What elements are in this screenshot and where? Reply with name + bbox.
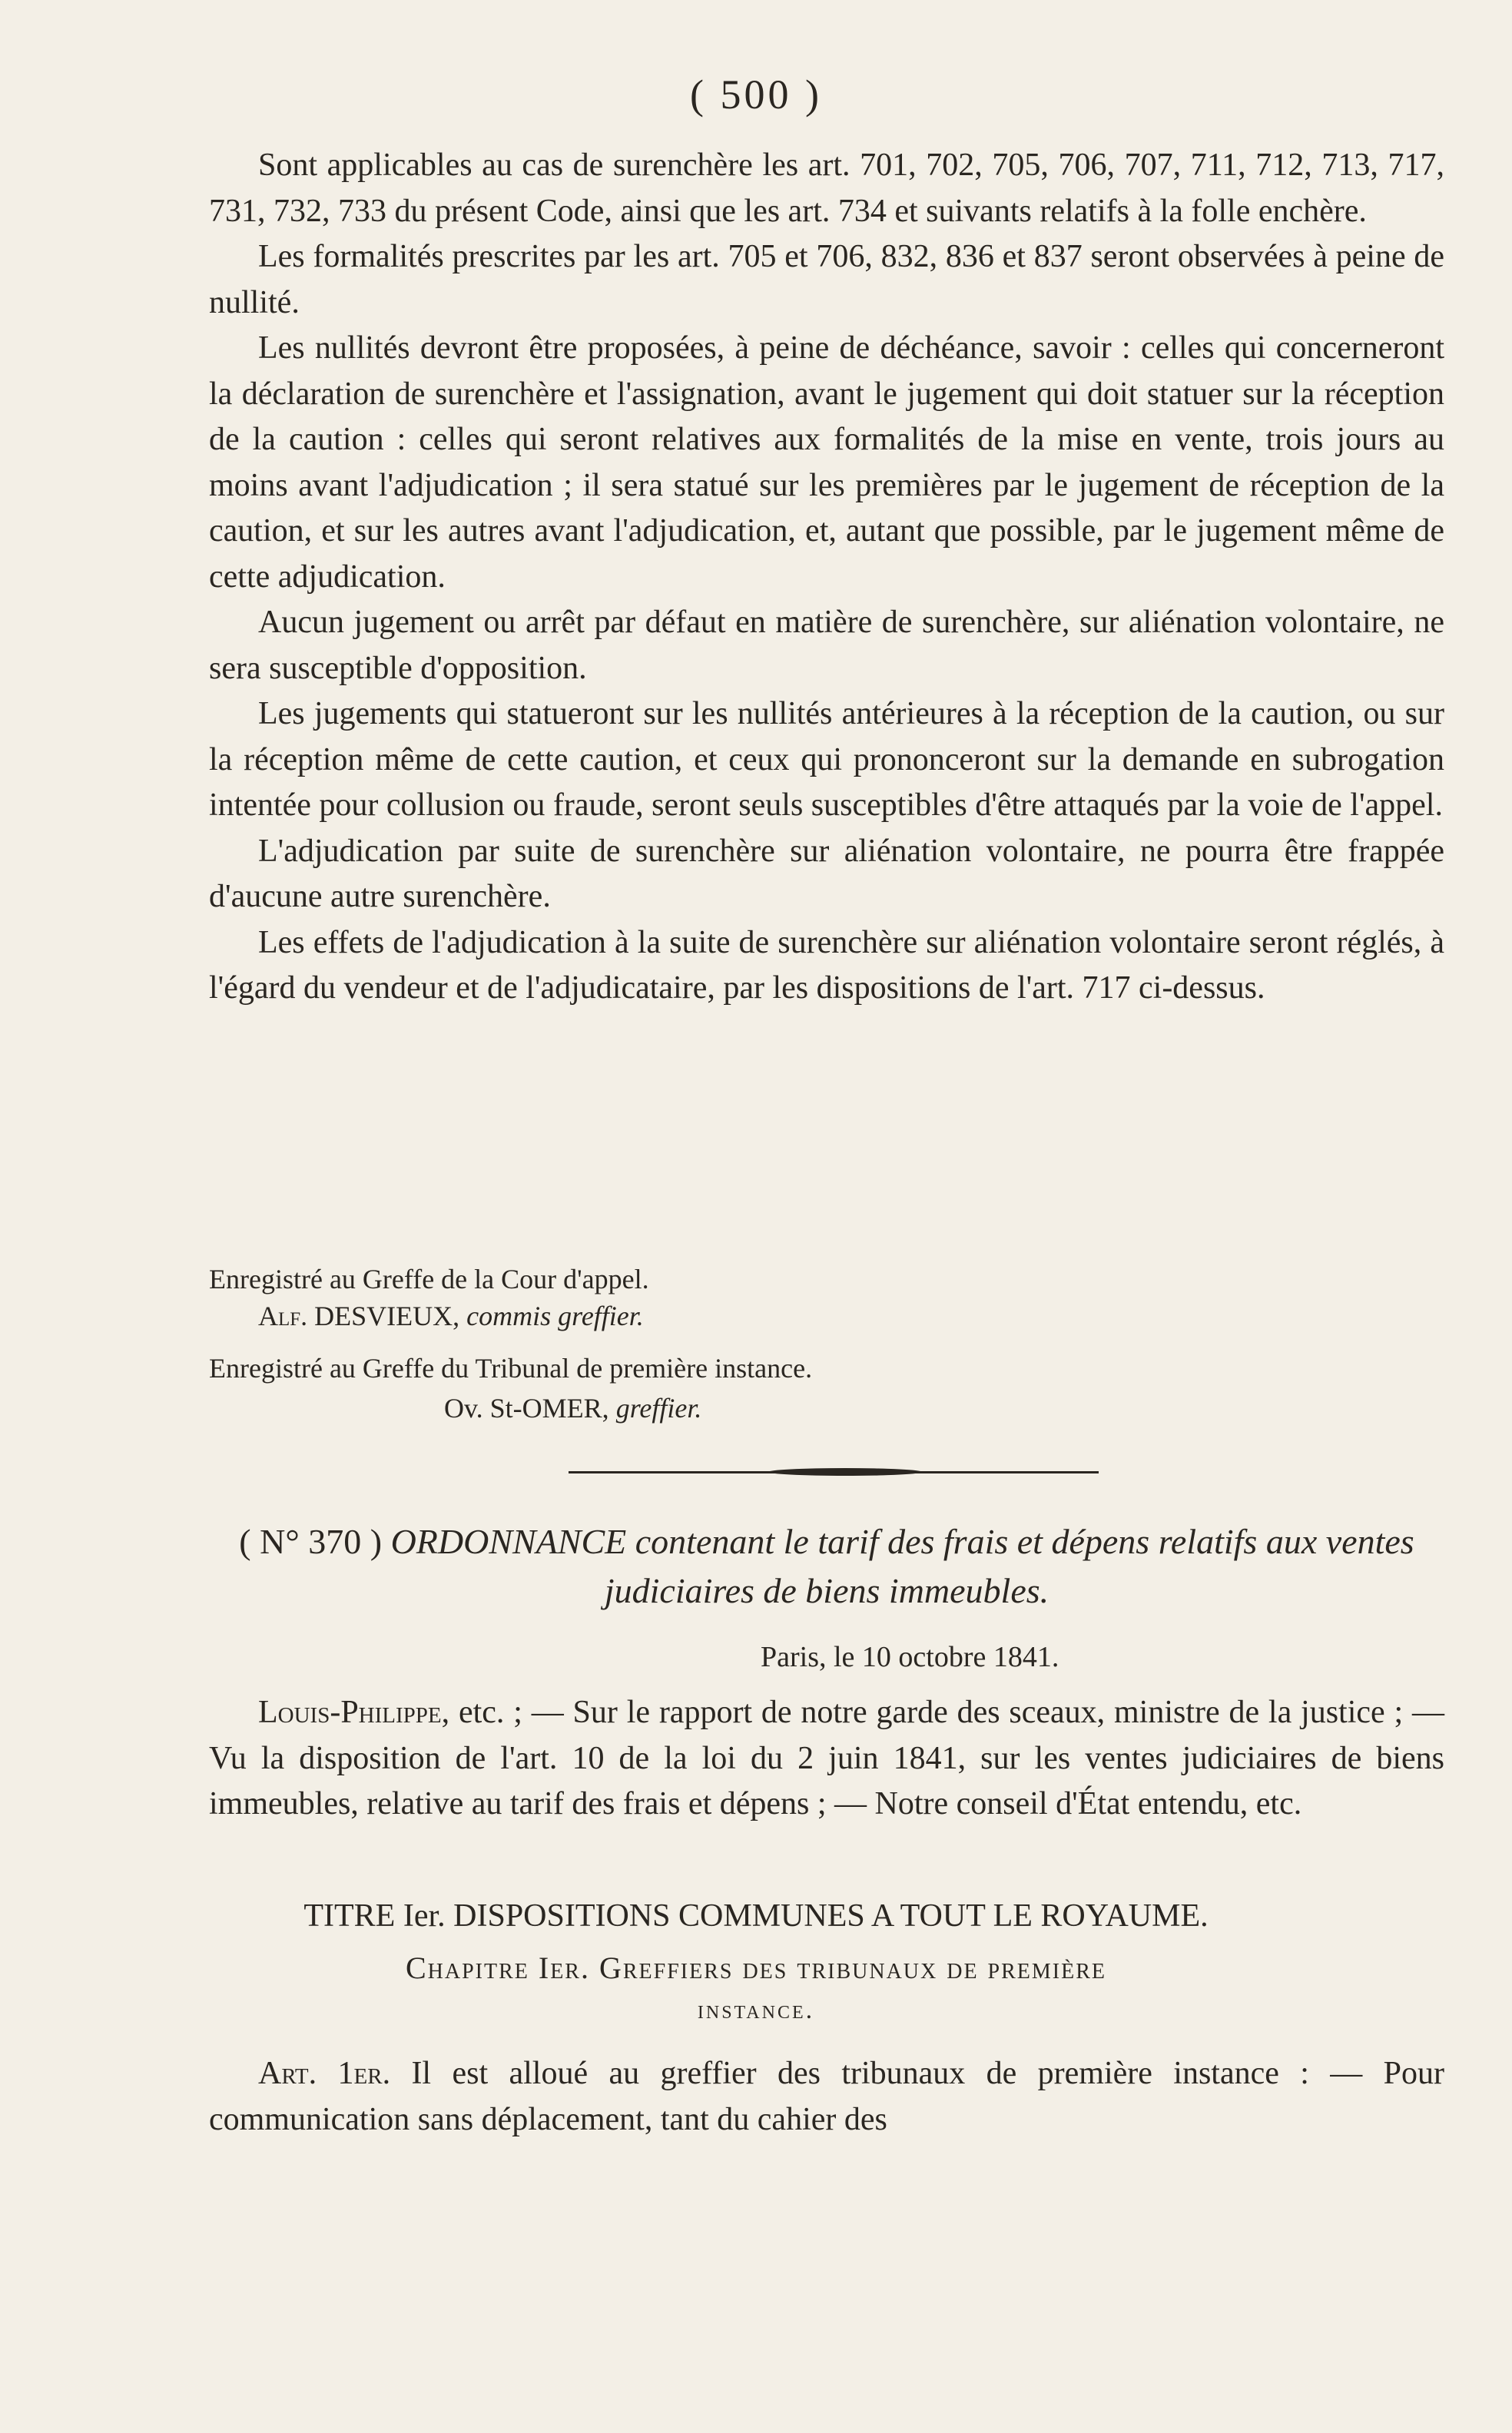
registration-appeal-signature — [258, 1300, 644, 1332]
paragraph-applicable-articles: Sont applicables au cas de surenchère les art. 701, 702, 705, 706, 707, 711, 712, 713, 717, 731, 732, 733 du présent Code, ainsi que les art. 734 et suivants relatifs à la folle enchère. — [209, 148, 1444, 229]
chapitre-heading-line2: instance. — [697, 1996, 815, 2024]
tribunal-signature-name: Ov. St-OMER, — [444, 1393, 609, 1424]
paragraph-nullities: Les nullités devront être proposées, à peine de déchéance, savoir : celles qui concerneront la déclaration de surenchère et l'assignation, avant le jugement qui doit statuer sur la réception de la caution : celles qui seront relatives aux formalités de la mise en vente, trois jours au moins avant l'adjudication ; il sera statué sur les premières par le jugement de réception de la caution, et sur les autres avant l'adjudication, et, autant que possible, par le jugement même de cette adjudication. — [209, 330, 1444, 595]
paragraph-default-judgment: Aucun jugement ou arrêt par défaut en matière de surenchère, sur aliénation volontaire, ne sera susceptible d'opposition. — [209, 605, 1444, 686]
registration-tribunal-signature — [444, 1392, 701, 1424]
ordonnance-preamble-block — [209, 1690, 1444, 1828]
appeal-signature-role: commis greffier. — [466, 1301, 644, 1331]
ordonnance-heading — [209, 1517, 1444, 1616]
ordonnance-number: ( N° 370 ) — [239, 1522, 383, 1561]
preamble-text: , etc. ; — Sur le rapport de notre garde des sceaux, ministre de la justice ; — Vu la disposition de l'art. 10 de la loi du 2 juin 1841, sur les ventes judiciaires de biens immeubles, relative au tarif des frais et dépens ; — Notre conseil d'État entendu, etc. — [209, 1695, 1444, 1821]
paragraph-effects: Les effets de l'adjudication à la suite de surenchère sur aliénation volontaire seront réglés, à l'égard du vendeur et de l'adjudicataire, par les dispositions de l'art. 717 ci-dessus. — [209, 924, 1444, 1006]
king-name: Louis-Philippe — [258, 1695, 442, 1730]
chapitre-heading-line1: Chapitre Ier. Greffiers des tribunaux de première — [405, 1951, 1107, 1985]
article-block — [209, 2051, 1444, 2143]
tribunal-signature-role: greffier. — [615, 1393, 702, 1424]
ordonnance-title: ORDONNANCE contenant le tarif des frais et dépens relatifs aux ventes judiciaires de biens immeubles. — [390, 1522, 1414, 1610]
paragraph-no-further-surenchere: L'adjudication par suite de surenchère sur aliénation volontaire, ne pourra être frappée d'aucune autre surenchère. — [209, 833, 1444, 914]
article-text: Il est alloué au greffier des tribunaux de première instance : — Pour communication sans déplacement, tant du cahier des — [209, 2056, 1444, 2137]
article-1 — [209, 2051, 1444, 2143]
registration-appeal-court: Enregistré au Greffe de la Cour d'appel. — [209, 1264, 649, 1294]
section-divider-ornament — [768, 1468, 922, 1476]
titre-heading: TITRE Ier. DISPOSITIONS COMMUNES A TOUT LE ROYAUME. — [303, 1898, 1209, 1934]
ordonnance-preamble — [209, 1690, 1444, 1828]
ordonnance-dateline: Paris, le 10 octobre 1841. — [761, 1641, 1059, 1673]
top-text-block — [209, 143, 1444, 1012]
appeal-signature-name: Alf. DESVIEUX, — [258, 1301, 460, 1331]
paragraph-formalities: Les formalités prescrites par les art. 705 et 706, 832, 836 et 837 seront observées à peine de nullité. — [209, 239, 1444, 320]
paragraph-appeal: Les jugements qui statueront sur les nullités antérieures à la réception de la caution, ou sur la réception même de cette caution, et ceux qui prononceront sur la demande en subrogation intentée pour collusion ou fraude, seront seuls susceptibles d'être attaqués par la voie de l'appel. — [209, 696, 1444, 823]
registration-tribunal: Enregistré au Greffe du Tribunal de première instance. — [209, 1353, 813, 1384]
article-label: Art. 1er. — [258, 2056, 391, 2091]
page-number: ( 500 ) — [690, 71, 822, 118]
